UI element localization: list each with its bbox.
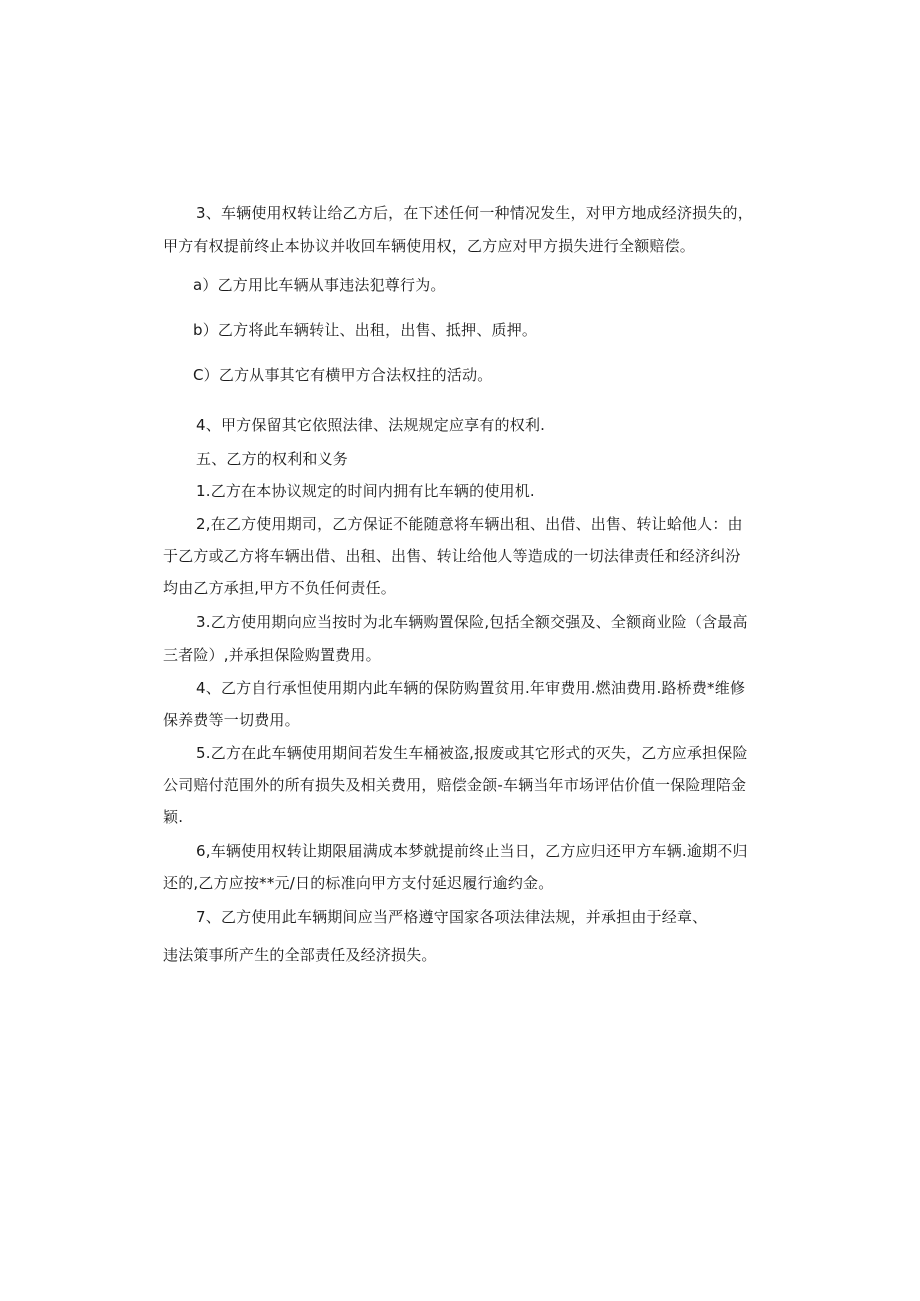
- item-5-line-1: 5.乙方在此车辆使用期间若发生车桶被盗,报废或其它形式的灭失，乙方应承担保险: [196, 744, 748, 762]
- paragraph-3-line-2: 甲方有权提前终止本协议并收回车辆使用权，乙方应对甲方损失进行全额赔偿。: [163, 237, 696, 255]
- item-2-line-3: 均由乙方承担,甲方不负任何责任。: [163, 579, 396, 597]
- item-7-line-2: 违法策事所产生的全部责任及经济损失。: [163, 946, 437, 964]
- item-2-line-1: 2,在乙方使用期司，乙方保证不能随意将车辆出租、出借、出售、转让蛤他人：由: [196, 515, 743, 533]
- item-2-line-2: 于乙方或乙方将车辆出借、出租、出售、转让给他人等造成的一切法律责任和经济纠汾: [163, 547, 741, 565]
- item-5-line-2: 公司赔付范围外的所有损失及相关费用，赔偿金颌-车辆当年市场评估价值一保险理陪金: [163, 776, 747, 794]
- clause-a: a）乙方用比车辆从事违法犯尊行为。: [193, 276, 446, 294]
- item-4-line-1: 4、乙方自行承怛使用期内此车辆的保防购置贫用.年审费用.燃油费用.路桥费*维修: [196, 679, 746, 697]
- item-1: 1.乙方在本协议规定的时间内拥有比车辆的使用机.: [196, 482, 535, 500]
- section-heading: 五、乙方的权利和义务: [196, 450, 349, 468]
- item-3-line-1: 3.乙方使用期向应当按时为北车辆购置保险,包括全额交强及、全额商业险（含最高: [196, 613, 748, 631]
- item-6-line-1: 6,车辆使用权转让期限届满成本梦就提前终止当日，乙方应归还甲方车辆.逾期不归: [196, 842, 748, 860]
- clause-b: b）乙方将此车辆转让、出租，出售、抵押、质押。: [193, 321, 538, 339]
- item-7-line-1: 7、乙方使用此车辆期间应当严格遵守国家各项法律法规，并承担由于经章、: [196, 908, 708, 926]
- item-4-line-2: 保养费等一切费用。: [163, 711, 300, 729]
- item-5-line-3: 颖.: [163, 808, 184, 826]
- item-3-line-2: 三者险）,并承担保险购置费用。: [163, 646, 381, 664]
- clause-c: C）乙方从事其它有横甲方合法权拄的活动。: [193, 366, 493, 384]
- item-6-line-2: 还的,乙方应按**元/日的标准向甲方支付延迟履行逾约金。: [163, 874, 554, 892]
- paragraph-3-line-1: 3、车辆使用权转让给乙方后，在下述任何一种情况发生，对甲方地成经济损失的，: [196, 204, 753, 222]
- paragraph-4: 4、甲方保留其它依照法律、法规规定应享有的权利.: [196, 416, 546, 434]
